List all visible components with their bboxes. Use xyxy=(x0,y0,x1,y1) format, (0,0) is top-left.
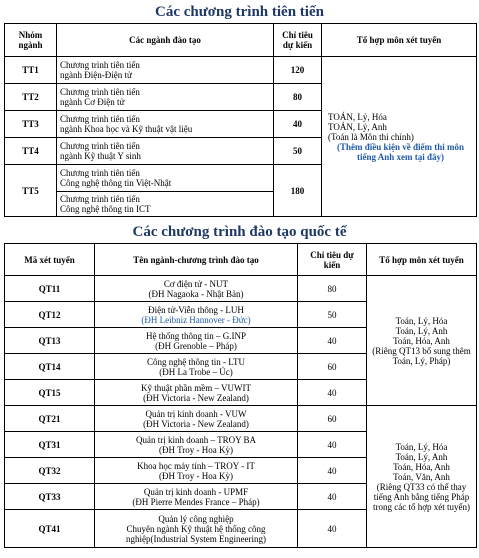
table-row xyxy=(5,57,477,84)
row-quota: 40 xyxy=(298,328,367,354)
row-major: Công nghệ thông tin - LTU (ĐH La Trobe – Úc) xyxy=(95,354,298,380)
row-code: QT21 xyxy=(5,406,95,432)
row-quota: 80 xyxy=(298,276,367,302)
row-quota: 80 xyxy=(274,84,322,111)
row-quota: 60 xyxy=(298,406,367,432)
row-quota: 60 xyxy=(298,354,367,380)
row-quota: 50 xyxy=(298,302,367,328)
header-major: Các ngành đào tạo xyxy=(57,24,274,57)
row-code: QT31 xyxy=(5,432,95,458)
row-major: Hệ thống thông tin – G.INP (ĐH Grenoble – Pháp) xyxy=(95,328,298,354)
row-major: Cơ điện tử - NUT (ĐH Nagaoka - Nhật Bản) xyxy=(95,276,298,302)
row-major: Khoa học máy tính – TROY - IT (ĐH Troy - Hoa Kỳ) xyxy=(95,458,298,484)
row-code: TT1 xyxy=(5,57,57,84)
row-quota: 40 xyxy=(298,432,367,458)
row-major: Chương trình tiên tiến ngành Khoa học và Kỹ thuật vật liệu xyxy=(57,111,274,138)
row-code: QT11 xyxy=(5,276,95,302)
row-major: Chương trình tiên tiến Công nghệ thông tin Việt-Nhật xyxy=(57,165,274,192)
row-quota: 180 xyxy=(274,165,322,217)
row-quota: 40 xyxy=(298,380,367,406)
header-quota: Chỉ tiêu dự kiến xyxy=(274,24,322,57)
row-code: TT2 xyxy=(5,84,57,111)
header-group: Nhóm ngành xyxy=(5,24,57,57)
combo-cell-b: Toán, Lý, Hóa Toán, Lý, Anh Toán, Hóa, Anh Toán, Văn, Anh (Riêng QT33 có thể thay tiếng Anh bằng tiếng Pháp trong các tổ hợp xét tuyển) xyxy=(367,406,477,548)
row-quota: 40 xyxy=(298,484,367,510)
row-major: Chương trình tiên tiến ngành Kỹ thuật Y sinh xyxy=(57,138,274,165)
row-major: Kỹ thuật phần mềm – VUWIT (ĐH Victoria - New Zealand) xyxy=(95,380,298,406)
row-major: Quản lý công nghiệp Chuyên ngành Kỹ thuật hệ thống công nghiệp(Industrial System Engineering) xyxy=(95,510,298,548)
row-major: Quản trị kinh doanh - VUW (ĐH Victoria - New Zealand) xyxy=(95,406,298,432)
row-major: Chương trình tiên tiến ngành Cơ Điện tử xyxy=(57,84,274,111)
table-header-row xyxy=(5,24,477,57)
university-link[interactable]: (ĐH Leibniz Hannover - Đức) xyxy=(141,314,251,325)
header-code: Mã xét tuyển xyxy=(5,244,95,276)
row-code: QT14 xyxy=(5,354,95,380)
row-code: QT41 xyxy=(5,510,95,548)
row-major: Điện tử-Viễn thông - LUH (ĐH Leibniz Hannover - Đức) xyxy=(95,302,298,328)
advanced-programs-table xyxy=(4,23,477,217)
row-code: QT15 xyxy=(5,380,95,406)
table-row xyxy=(5,406,477,432)
row-major: Quản trị kinh doanh – TROY BA (ĐH Troy - Hoa Kỳ) xyxy=(95,432,298,458)
row-quota: 40 xyxy=(298,458,367,484)
table-header-row xyxy=(5,244,477,276)
row-quota: 120 xyxy=(274,57,322,84)
header-major: Tên ngành-chương trình đào tạo xyxy=(95,244,298,276)
combo-cell: TOÁN, Lý, Hóa TOÁN, Lý, Anh (Toán là Môn thi chính) (Thêm điều kiện về điểm thi môn tiếng Anh xem tại đây) xyxy=(322,57,477,217)
row-code: QT32 xyxy=(5,458,95,484)
row-code: TT3 xyxy=(5,111,57,138)
row-code: QT13 xyxy=(5,328,95,354)
row-code: QT33 xyxy=(5,484,95,510)
row-major: Chương trình tiên tiến ngành Điện-Điện tử xyxy=(57,57,274,84)
header-combo: Tổ hợp môn xét tuyển xyxy=(322,24,477,57)
header-quota: Chỉ tiêu dự kiến xyxy=(298,244,367,276)
row-quota: 40 xyxy=(298,510,367,548)
table-row xyxy=(5,276,477,302)
english-condition-link[interactable]: (Thêm điều kiện về điểm thi môn tiếng Anh xem tại đây) xyxy=(336,141,464,162)
combo-cell-a: Toán, Lý, Hóa Toán, Lý, Anh Toán, Hóa, Anh (Riêng QT13 bổ sung thêm Toán, Lý, Pháp) xyxy=(367,276,477,406)
row-major: Chương trình tiên tiến Công nghệ thông tin ICT xyxy=(57,192,274,217)
section1-title: Các chương trình tiên tiến xyxy=(155,4,324,20)
international-programs-table xyxy=(4,243,477,548)
row-code: QT12 xyxy=(5,302,95,328)
header-combo: Tổ hợp môn xét tuyển xyxy=(367,244,477,276)
row-code: TT4 xyxy=(5,138,57,165)
row-code: TT5 xyxy=(5,165,57,217)
row-quota: 50 xyxy=(274,138,322,165)
row-quota: 40 xyxy=(274,111,322,138)
row-major: Quản trị kinh doanh - UPMF (ĐH Pierre Mendes France – Pháp) xyxy=(95,484,298,510)
section2-title: Các chương trình đào tạo quốc tế xyxy=(132,224,347,240)
